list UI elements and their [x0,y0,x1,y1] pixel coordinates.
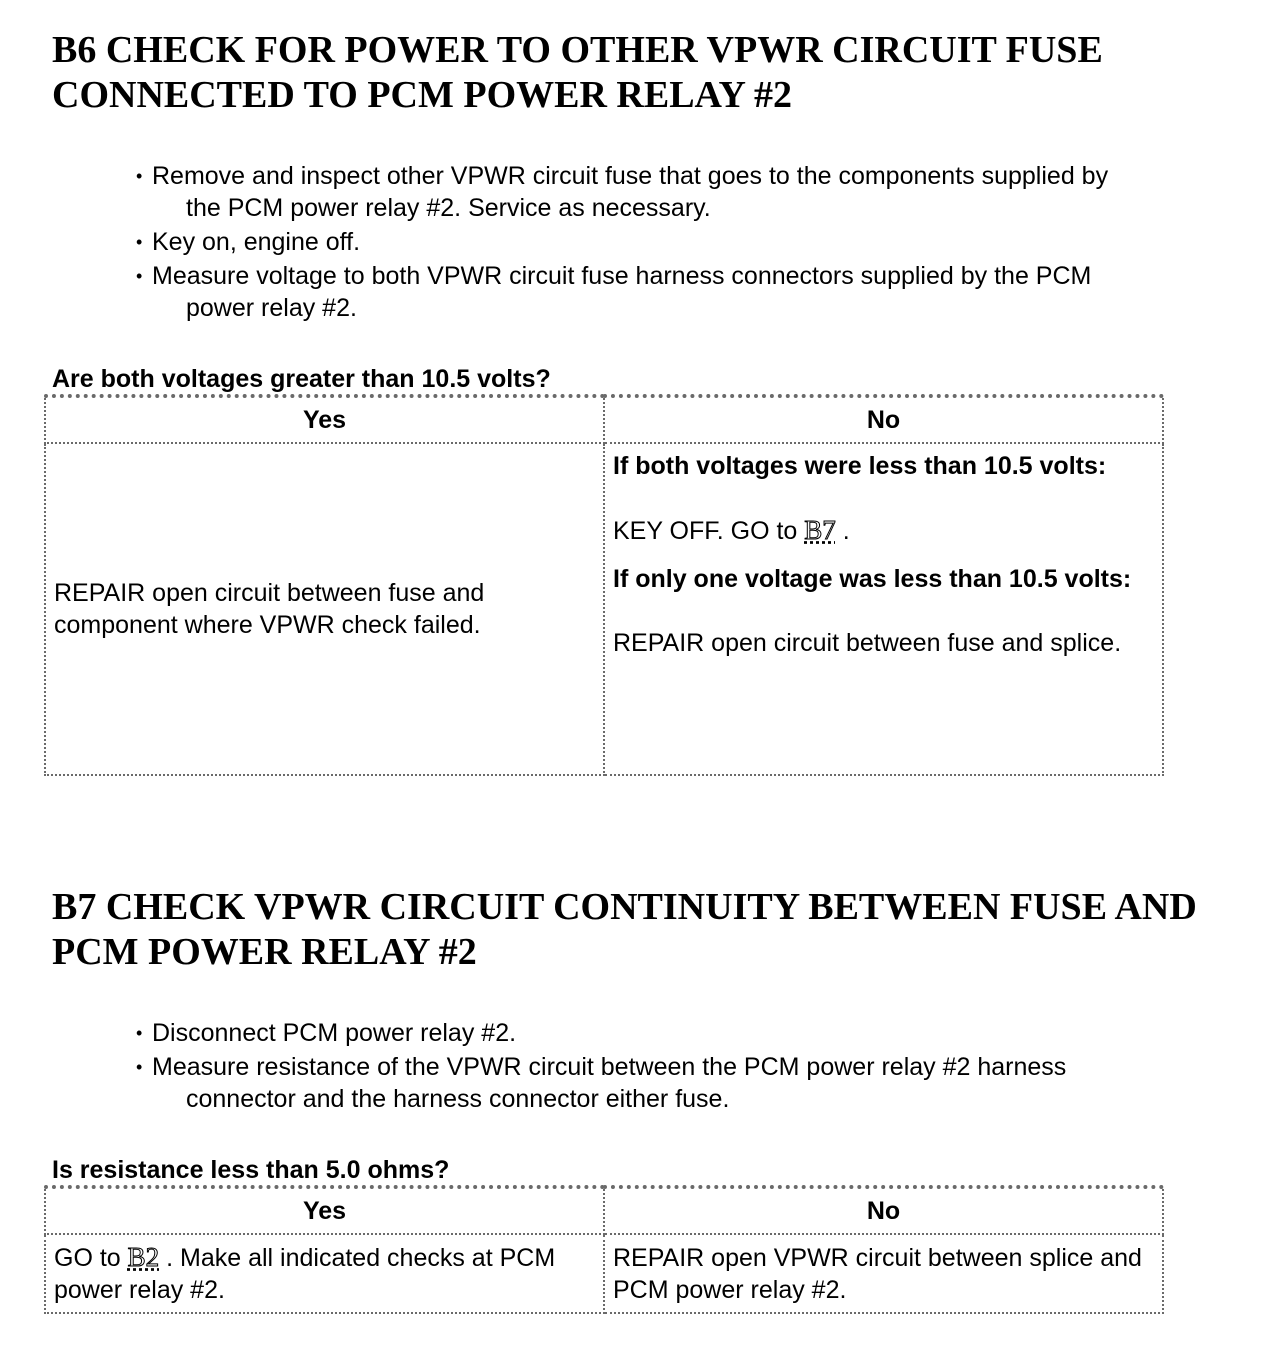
bullet-icon: • [136,232,143,252]
no-header: No [604,396,1163,443]
yes-cell [45,1234,604,1313]
no-header: No [604,1187,1163,1234]
table-header-row [45,396,1163,443]
step-text-line1: Key on, engine off. [152,228,361,256]
section-b6-question: Are both voltages greater than 10.5 volts? [52,365,551,393]
no-case2-action: REPAIR open circuit between fuse and splice. [613,629,1122,657]
section-b7-title-line2: PCM POWER RELAY #2 [52,931,477,973]
table-row [45,443,1163,775]
step-text-line1: Remove and inspect other VPWR circuit fuse that goes to the components supplied by [152,162,1109,190]
step-text-line1: Disconnect PCM power relay #2. [152,1019,517,1047]
no-case1-action-prefix: KEY OFF. GO to [613,517,805,545]
yes-cell-prefix: GO to [54,1244,128,1272]
bullet-icon: • [136,166,143,186]
table-row [45,1234,1163,1313]
section-b6 [52,28,1252,776]
section-b7-question: Is resistance less than 5.0 ohms? [52,1156,450,1184]
section-b6-result-table [44,394,1164,776]
no-cell [604,1234,1163,1313]
bullet-icon: • [136,266,143,286]
yes-cell-text: REPAIR open circuit between fuse and component where VPWR check failed. [54,579,485,639]
section-b6-title-line2: CONNECTED TO PCM POWER RELAY #2 [52,74,793,116]
step-item [136,160,1236,224]
table-header-row [45,1187,1163,1234]
bullet-icon: • [136,1057,143,1077]
section-b7-steps [136,1017,1236,1115]
no-case1-action-suffix: . [835,517,850,545]
section-b7 [52,885,1252,1314]
step-item [136,226,1236,258]
section-b6-title [52,28,1252,118]
no-case2-heading: If only one voltage was less than 10.5 volts: [613,565,1132,593]
section-b7-result-table [44,1185,1164,1314]
step-text-line2: the PCM power relay #2. Service as necessary. [186,194,711,222]
no-cell [604,443,1163,775]
bullet-icon: • [136,1023,143,1043]
step-text-line1: Measure resistance of the VPWR circuit between the PCM power relay #2 harness [152,1053,1067,1081]
yes-cell [45,443,604,775]
section-b6-title-line1: B6 CHECK FOR POWER TO OTHER VPWR CIRCUIT FUSE [52,29,1103,71]
section-b7-title-line1: B7 CHECK VPWR CIRCUIT CONTINUITY BETWEEN FUSE AND [52,886,1197,928]
b7-link[interactable]: B7 [804,515,836,545]
yes-header: Yes [45,396,604,443]
step-text-line2: power relay #2. [186,294,357,322]
no-cell-text: REPAIR open VPWR circuit between splice and PCM power relay #2. [613,1243,1142,1304]
section-b7-title [52,885,1252,975]
yes-header: Yes [45,1187,604,1234]
no-case1-action [613,514,1154,547]
step-item [136,1051,1236,1115]
yes-cell-suffix: . Make all indicated checks at PCM power relay #2. [54,1244,556,1304]
no-case1-heading: If both voltages were less than 10.5 volts: [613,452,1107,480]
step-item [136,1017,1236,1049]
b2-link[interactable]: B2 [127,1242,160,1272]
step-item [136,260,1236,324]
step-text-line2: connector and the harness connector either fuse. [186,1085,730,1113]
step-text-line1: Measure voltage to both VPWR circuit fuse harness connectors supplied by the PCM [152,262,1092,290]
section-b6-steps [136,160,1236,324]
